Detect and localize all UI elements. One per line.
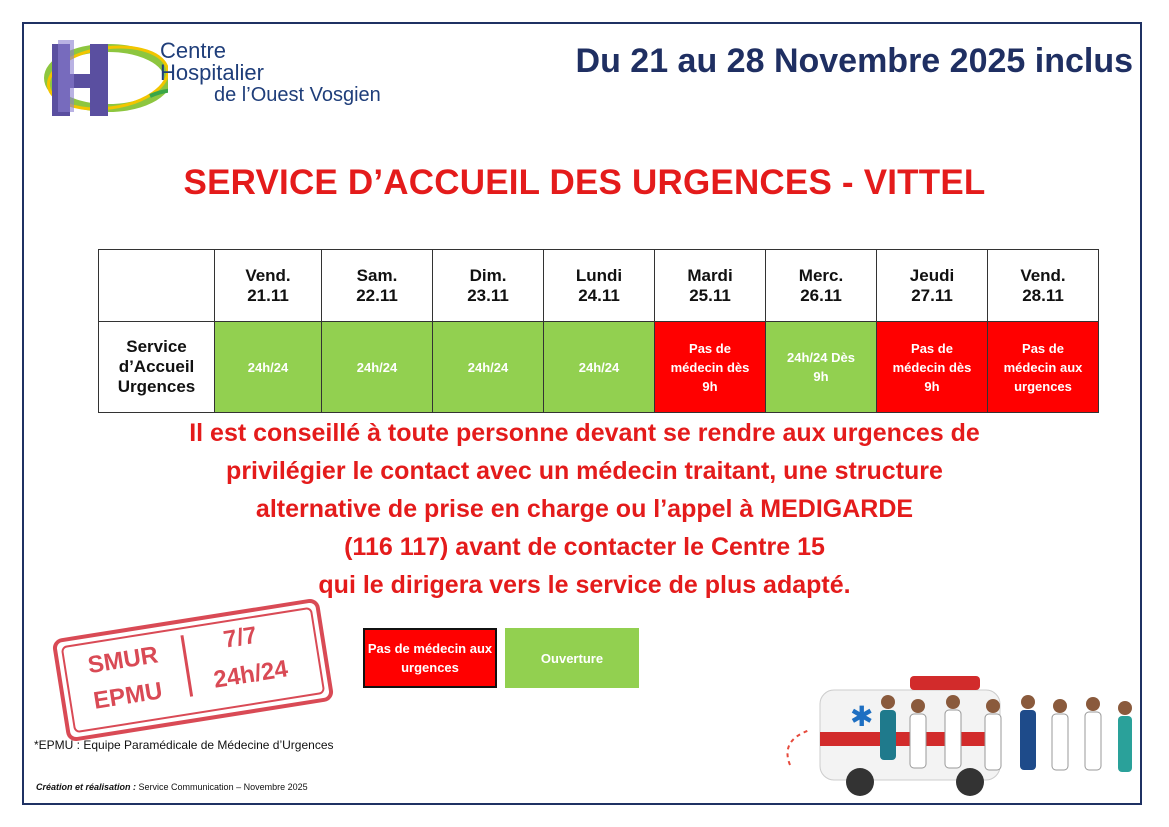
day-header [322,250,433,322]
advice-line-2: privilégier le contact avec un médecin traitant, une structure [226,457,943,485]
day-date: 28.11 [1022,285,1064,305]
date-title: Du 21 au 28 Novembre 2025 inclus [575,42,1133,80]
stamp-smur: SMUR [85,641,160,680]
schedule-table [98,249,1099,413]
day-header [877,250,988,322]
day-header [215,250,322,322]
day-header [655,250,766,322]
status-cell [877,322,988,413]
status-cell [322,322,433,413]
status-text: 24h/24 [578,359,620,375]
day-name: Vend. [1020,265,1066,285]
main-title: SERVICE D’ACCUEIL DES URGENCES - VITTEL [183,163,986,202]
credits-label: Création et réalisation : [36,782,137,792]
advice-line-1: Il est conseillé à toute personne devant se rendre aux urgences de [189,419,980,447]
logo-line-2: Hospitalier [160,60,264,85]
day-header [433,250,544,322]
table-row [99,322,1099,413]
status-text: Pas de médecin aux urgences [1003,340,1083,394]
logo-line-3: de l’Ouest Vosgien [214,84,381,106]
day-name: Mardi [687,265,733,285]
status-text: Pas de médecin dès 9h [892,340,972,394]
day-date: 26.11 [800,285,842,305]
day-header [988,250,1099,322]
day-name: Merc. [798,265,844,285]
day-date: 24.11 [578,285,620,305]
day-date: 25.11 [689,285,731,305]
stamp-days: 7/7 [221,621,259,654]
advice-text [0,414,1169,604]
status-text: 24h/24 Dès 9h [787,350,855,384]
day-date: 23.11 [467,285,509,305]
status-text: 24h/24 [467,359,509,375]
table-header-row [99,250,1099,322]
row-label: Service d’Accueil Urgences [99,322,215,413]
advice-line-5: qui le dirigera vers le service de plus adapté. [318,571,851,599]
status-text: Pas de médecin dès 9h [670,340,750,394]
ambulance-staff-illustration [780,670,1145,800]
legend-no-doctor: Pas de médecin aux urgences [363,628,497,688]
day-name: Jeudi [909,265,955,285]
day-date: 27.11 [911,285,953,305]
stamp-epmu: EPMU [91,677,165,715]
logo-text [160,40,381,106]
day-header [766,250,877,322]
table-corner-cell [99,250,215,322]
svg-text:✱: ✱ [850,700,874,733]
day-name: Lundi [575,265,623,285]
status-text: 24h/24 [356,359,398,375]
day-header [544,250,655,322]
status-cell [215,322,322,413]
advice-line-4: (116 117) avant de contacter le Centre 15 [344,533,825,561]
footnote: *EPMU : Equipe Paramédicale de Médecine d’Urgences [34,738,334,752]
logo-line-1: Centre [160,38,227,63]
status-cell [988,322,1099,413]
legend-open: Ouverture [505,628,639,688]
advice-line-3: alternative de prise en charge ou l’appel à MEDIGARDE [255,495,914,523]
credits-text: Service Communication – Novembre 2025 [136,782,308,792]
day-name: Vend. [245,265,291,285]
stamp-hours: 24h/24 [211,655,290,694]
day-name: Sam. [356,265,398,285]
status-cell [544,322,655,413]
status-cell [655,322,766,413]
status-cell [433,322,544,413]
credits [36,782,308,792]
day-name: Dim. [469,265,507,285]
status-text: 24h/24 [247,359,289,375]
logo-h-icon [38,36,168,120]
day-date: 22.11 [356,285,398,305]
day-date: 21.11 [247,285,289,305]
status-cell [766,322,877,413]
